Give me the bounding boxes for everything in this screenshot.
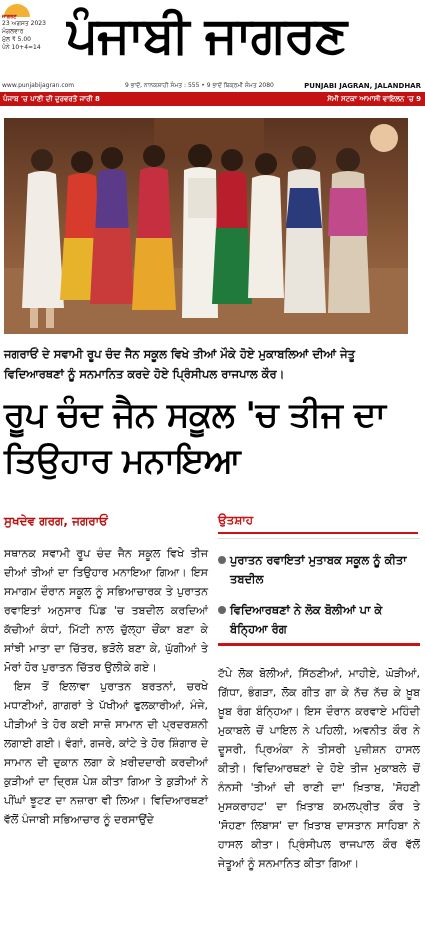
highlights-box: [218, 538, 420, 646]
masthead-info-line: [0, 80, 425, 92]
article-body-right: [218, 664, 420, 873]
group-photo-illustration: [4, 118, 408, 334]
highlights-label: ਉਤਸ਼ਾਹ: [218, 513, 254, 527]
masthead: [0, 0, 425, 92]
calendar-dates: 9 ਭਾਦੋਂ, ਨਾਨਕਸ਼ਾਹੀ ਸੰਮਤ : 555 • 9 ਭਾਦੋਂ ਬਿਕ੍ਰਮੀ ਸੰਮਤ 2080: [125, 82, 274, 89]
highlight-text: ਪੁਰਾਤਨ ਰਵਾਇਤਾਂ ਮੁਤਾਬਕ ਸਕੂਲ ਨੂੰ ਕੀਤਾ ਤਬਦੀਲ: [230, 553, 407, 586]
article-headline: ਰੂਪ ਚੰਦ ਜੈਨ ਸਕੂਲ 'ਚ ਤੀਜ ਦਾ ਤਿਉਹਾਰ ਮਨਾਇਆ: [4, 395, 386, 481]
highlight-item: [218, 551, 418, 589]
newspaper-title: ਪੰਜਾਬੀ ਜਾਗਰਣ: [66, 6, 347, 64]
top-news-left[interactable]: ਪੰਜਾਬ 'ਚ ਪਾਣੀ ਦੀ ਦੁਰਵਰਤੋਂ ਜਾਰੀ 8: [3, 95, 100, 103]
issue-price: ਮੁੱਲ ₹ 5.00: [2, 36, 31, 43]
highlight-item: [218, 601, 418, 639]
highlights-rule: [218, 532, 418, 534]
article-body-left: [4, 544, 208, 829]
photo-caption: ਜਗਰਾਓਂ ਦੇ ਸਵਾਮੀ ਰੂਪ ਚੰਦ ਜੈਨ ਸਕੂਲ ਵਿਖੇ ਤੀਆਂ ਮੌਕੇ ਹੋਏ ਮੁਕਾਬਲਿਆਂ ਦੀਆਂ ਜੇਤੂ ਵਿਦਿਆਰਥਣਾਂ ਨੂੰ ਸਨਮਾਨਿਤ ਕਰਦੇ ਹੋਏ ਪ੍ਰਿੰਸੀਪਲ ਰਾਜਪਾਲ ਕੌਰ।: [4, 347, 355, 381]
issue-date: 23 ਅਗਸਤ 2023: [2, 20, 46, 27]
issue-day: ਮੰਗਲਵਾਰ: [2, 28, 24, 35]
issue-pages: ਪੰਨੇ 10+4=14: [2, 44, 41, 51]
top-news-bar: [0, 92, 425, 106]
jagran-logo-icon: [2, 4, 42, 18]
brand-small: ਜਾਗਰਣ: [2, 14, 17, 20]
body-paragraph: ਇਸ ਤੋਂ ਇਲਾਵਾ ਪੁਰਾਤਨ ਬਰਤਨਾਂ, ਚਰਖੇ ਮਧਾਣੀਆਂ, ਗਾਗਰਾਂ ਤੇ ਪੱਖੀਆਂ ਫੁਲਕਾਰੀਆਂ, ਮੰਜੇ, ਪੀੜੀਆਂ ਤੇ ਹੋਰ ਕਈ ਸਾਜ਼ੋ ਸਾਮਾਨ ਦੀ ਪ੍ਰਦਰਸ਼ਨੀ ਲਗਾਈ ਗਈ। ਵੰਗਾਂ, ਗਜਰੇ, ਕਾਂਟੇ ਤੇ ਹੋਰ ਸ਼ਿੰਗਾਰ ਦੇ ਸਾਮਾਨ ਦੀ ਦੁਕਾਨ ਲਗਾ ਕੇ ਖ਼ਰੀਦਦਾਰੀ ਕਰਦੀਆਂ ਕੁੜੀਆਂ ਦਾ ਦ੍ਰਿਸ਼ ਪੇਸ਼ ਕੀਤਾ ਗਿਆ ਤੇ ਕੁੜੀਆਂ ਨੇ ਪੀਂਘਾਂ ਝੂਟਣ ਦਾ ਨਜ਼ਾਰਾ ਵੀ ਲਿਆ। ਵਿਦਿਆਰਥਣਾਂ ਵੱਲੋਂ ਪੰਜਾਬੀ ਸਭਿਆਚਾਰ ਨੂੰ ਦਰਸਾਉਂਦੇ: [4, 680, 208, 826]
website-link[interactable]: www.punjabijagran.com: [2, 82, 75, 89]
article-byline: ਸੁਖਦੇਵ ਗਰਗ, ਜਗਰਾਓਂ: [4, 514, 108, 528]
news-photo: [4, 118, 408, 334]
edition-name: PUNJABI JAGRAN, JALANDHAR: [304, 82, 421, 90]
body-paragraph: ਸਥਾਨਕ ਸਵਾਮੀ ਰੂਪ ਚੰਦ ਜੈਨ ਸਕੂਲ ਵਿਖੇ ਤੀਜ ਦੀਆਂ ਤੀਆਂ ਦਾ ਤਿਉਹਾਰ ਮਨਾਇਆ ਗਿਆ। ਇਸ ਸਮਾਗਮ ਦੌਰਾਨ ਸਕੂਲ ਨੂੰ ਸਭਿਆਚਾਰਕ ਤੇ ਪੁਰਾਤਨ ਰਵਾਇਤਾਂ ਅਨੁਸਾਰ ਪਿੰਡ 'ਚ ਤਬਦੀਲ ਕਰਦਿਆਂ ਕੱਚੀਆਂ ਕੰਧਾਂ, ਮਿੱਟੀ ਨਾਲ ਚੁੱਲ੍ਹਾ ਚੌਂਕਾ ਬਣਾ ਕੇ ਸਾਂਝੀ ਮਾਤਾ ਦਾ ਚਿੱਤਰ, ਭੜੋਲੇ ਬਣਾ ਕੇ, ਘੁੱਗੀਆਂ ਤੇ ਮੋਰਾਂ ਹੋਰ ਪੁਰਾਤਨ ਚਿੱਤਰ ਉਲੀਕੇ ਗਏ।: [4, 547, 208, 674]
body-paragraph: ਟੱਪੇ ਲੋਕ ਬੋਲੀਆਂ, ਸਿੱਠਣੀਆਂ, ਮਾਹੀਏ, ਘੋੜੀਆਂ, ਗਿੱਧਾ, ਭੰਗੜਾ, ਲੋਕ ਗੀਤ ਗਾ ਕੇ ਨੱਚ ਨੱਚ ਕੇ ਖ਼ੂਬ ਖ਼ੂਬ ਰੰਗ ਬੰਨ੍ਹਿਆ। ਇਸ ਦੌਰਾਨ ਕਰਵਾਏ ਮਹਿੰਦੀ ਮੁਕਾਬਲੇ ਚੋਂ ਪਾਇਲ ਨੇ ਪਹਿਲੀ, ਅਵਨੀਤ ਕੌਰ ਨੇ ਦੂਸਰੀ, ਪ੍ਰਿਅੰਕਾ ਨੇ ਤੀਸਰੀ ਪੁਜ਼ੀਸ਼ਨ ਹਾਸਲ ਕੀਤੀ। ਵਿਦਿਆਰਥਣਾਂ ਦੇ ਹੋਏ ਤੀਜ ਮੁਕਾਬਲੇ ਚੋਂ ਨੰਨਸੀ 'ਤੀਆਂ ਦੀ ਰਾਣੀ ਦਾ' ਖ਼ਿਤਾਬ, 'ਸੋਹਣੀ ਮੁਸਕਰਾਹਟ' ਦਾ ਖ਼ਿਤਾਬ ਕਮਲਪ੍ਰੀਤ ਕੌਰ ਤੇ 'ਸੋਹਣਾ ਲਿਬਾਸ' ਦਾ ਖ਼ਿਤਾਬ ਦਾਸਤਾਨ ਸਾਹਿਬਾ ਨੇ ਹਾਸਲ ਕੀਤਾ। ਪ੍ਰਿੰਸੀਪਲ ਰਾਜਪਾਲ ਕੌਰ ਵੱਲੋਂ ਜੇਤੂਆਂ ਨੂੰ ਸਨਮਾਨਿਤ ਕੀਤਾ ਗਿਆ।: [218, 667, 420, 870]
bullet-icon: [218, 606, 226, 614]
top-news-right[interactable]: ਸੇਮੀ ਸਟਕਾ ਆਮਾਸੀ ਵਾਇਲਨ 'ਚ 9: [327, 95, 421, 103]
masthead-info-left: [2, 4, 62, 52]
bullet-icon: [218, 556, 226, 564]
highlight-text: ਵਿਦਿਆਰਥਣਾਂ ਨੇ ਲੋਕ ਬੋਲੀਆਂ ਪਾ ਕੇ ਬੰਨ੍ਹਿਆ ਰੰਗ: [230, 603, 383, 636]
